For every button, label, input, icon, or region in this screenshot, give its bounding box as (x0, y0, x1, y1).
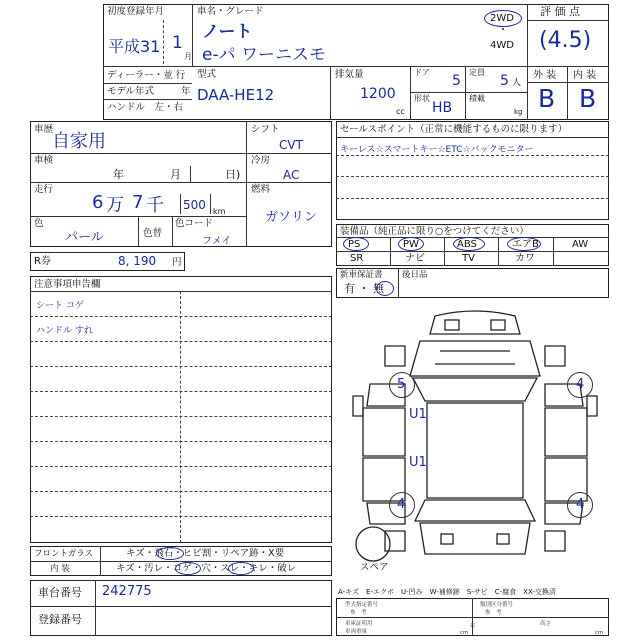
first-reg-month: 1 (172, 33, 183, 53)
selling-box (336, 121, 609, 220)
model-type-label: 型式 (197, 69, 217, 80)
color-value: パール (65, 230, 104, 245)
type-cert-label: 型式指定番号 (345, 602, 379, 608)
height-label: 高さ (540, 621, 552, 627)
spare-label: スペア (360, 562, 389, 573)
footer-ref-2: 参 考 (485, 610, 502, 616)
cooler-value: AC (283, 168, 300, 182)
door-label: ドア (414, 68, 430, 77)
drive-sep: ・ (498, 25, 508, 36)
class-label: 類別区分番号 (480, 602, 514, 608)
damage-mark-2: 4 (576, 377, 585, 392)
burn-circle (175, 562, 201, 575)
color-change-label: 色替 (143, 228, 163, 239)
notes-line-2: ハンドル すれ (36, 326, 93, 336)
handle-label: ハンドル 左・右 (107, 102, 184, 113)
chip-circle (156, 547, 184, 560)
damage-mark-4: U1 (409, 455, 427, 470)
mileage-label: 走行 (34, 184, 54, 195)
mileage-km: km (213, 207, 226, 216)
chassis-label: 車台番号 (38, 586, 82, 599)
capacity-unit: 人 (512, 78, 522, 88)
inspection-year: 年 (113, 168, 124, 181)
inspection-day: 日) (225, 168, 241, 181)
damage-mark-5: 4 (397, 497, 406, 512)
car-diagram (345, 306, 605, 566)
front-glass-items: キズ・飛石・ヒビ割・リペア跡・X要 (126, 548, 285, 559)
door-value: 5 (452, 73, 461, 89)
chassis-number: 242775 (102, 584, 152, 599)
kg-unit: kg (514, 108, 523, 116)
rating-label: 評 価 点 (540, 5, 580, 18)
inspection-label: 車検 (34, 155, 54, 166)
reg-number-label: 登録番号 (38, 613, 82, 626)
color-label: 色 (34, 218, 44, 229)
mileage-man-unit: 万 (106, 195, 124, 216)
damage-mark-6: 4 (576, 497, 585, 512)
equip-navi: ナビ (405, 253, 425, 264)
cooler-label: 冷房 (251, 155, 271, 166)
recycle-yen: 円 (172, 257, 182, 268)
usage-label: 車歴 (34, 124, 54, 135)
car-name: ノート (202, 22, 253, 42)
fuel-label: 燃料 (251, 184, 271, 195)
recycle-box (30, 252, 185, 271)
exterior-label: 外 装 (533, 70, 557, 81)
footer-ref-1: 参 考 (350, 610, 367, 616)
weight-label: 車両重量 (345, 629, 368, 635)
notes-title: 注意事項申告欄 (34, 279, 101, 290)
inspection-month: 月 (170, 168, 181, 181)
mileage-man: 6 (92, 192, 104, 213)
load-label: 積載 (469, 94, 485, 103)
cc-unit: cc (396, 107, 405, 116)
equipment-title: 装備品（純正品に限り○をつけてください） (340, 226, 529, 237)
warranty-options: 有 ・ 無 (344, 282, 384, 295)
shift-value: CVT (279, 138, 303, 152)
selling-text: キーレス☆スマートキー☆ETC☆バックモニター (340, 145, 534, 155)
equip-aw: AW (572, 239, 589, 250)
height-unit: cm (595, 630, 604, 636)
equip-sr: SR (350, 253, 364, 264)
displacement-label: 排気量 (335, 69, 364, 80)
exterior-grade: B (538, 84, 556, 113)
damage-mark-1: 5 (397, 377, 406, 392)
equip-pw: PW (403, 239, 419, 250)
damage-legend: A-キズ E-エクボ U-凹み W-補修跡 S-サビ C-腐食 XX-交換済 (338, 588, 556, 596)
car-name-label: 車名・グレード (197, 6, 264, 17)
reg-cert-label: 車庫証明用 (345, 621, 373, 627)
weight-unit: cm (460, 630, 469, 636)
footer-year: 年 (470, 624, 476, 630)
first-reg-month-unit: 月 (184, 52, 192, 61)
equip-airbag: エアB (512, 239, 539, 250)
model-type: DAA-HE12 (197, 86, 275, 104)
model-year-label: モデル年式 (107, 86, 155, 97)
fuel-value: ガソリン (265, 210, 318, 225)
equip-leather: カワ (515, 253, 535, 264)
drive-2wd: 2WD (490, 13, 514, 24)
mileage-sen: 7 (132, 192, 144, 213)
aftermarket-label: 後日品 (402, 270, 428, 280)
shape-value: HB (432, 100, 453, 116)
usage-value: 自家用 (52, 131, 106, 152)
capacity-label: 定員 (469, 68, 485, 77)
mileage-sen-unit: 千 (146, 195, 164, 216)
selling-title: セールスポイント（正常に機能するものに限ります） (340, 124, 568, 135)
capacity-value: 5 (500, 73, 509, 89)
shape-label: 形状 (414, 94, 430, 103)
color-code: フメイ (202, 236, 232, 247)
notes-line-1: シート コゲ (36, 301, 84, 311)
interior-damage-items: キズ・汚レ・コゲ・穴・スレ・キレ・破レ (116, 563, 297, 574)
dealer-label: ディーラー・並 行 (107, 70, 186, 81)
first-reg-era: 平成31 (108, 37, 161, 56)
recycle-value: 8, 190 (118, 254, 157, 268)
damage-mark-3: U1 (409, 407, 427, 422)
interior-damage-label: 内 装 (50, 564, 70, 574)
recycle-label: R券 (34, 256, 51, 267)
model-year-unit: 年 (181, 86, 191, 97)
car-grade: e-パ ワーニスモ (202, 45, 326, 65)
mileage-rest: 500 (183, 198, 206, 212)
displacement: 1200 (360, 86, 396, 102)
equip-abs: ABS (457, 239, 477, 250)
color-code-label: 色コード (175, 218, 214, 229)
warranty-none-circle (376, 281, 394, 296)
shift-label: シフト (251, 124, 280, 135)
drive-4wd: 4WD (490, 40, 514, 51)
equip-ps: PS (348, 239, 361, 250)
scuff-circle (228, 562, 254, 575)
first-reg-label: 初度登録年月 (107, 6, 165, 17)
front-glass-label: フロントガラス (34, 549, 93, 559)
interior-label: 内 装 (573, 70, 597, 81)
equip-tv: TV (462, 253, 475, 264)
warranty-label: 新車保証書 (340, 270, 383, 280)
interior-grade: B (579, 84, 597, 113)
rating-value: (4.5) (539, 28, 592, 53)
